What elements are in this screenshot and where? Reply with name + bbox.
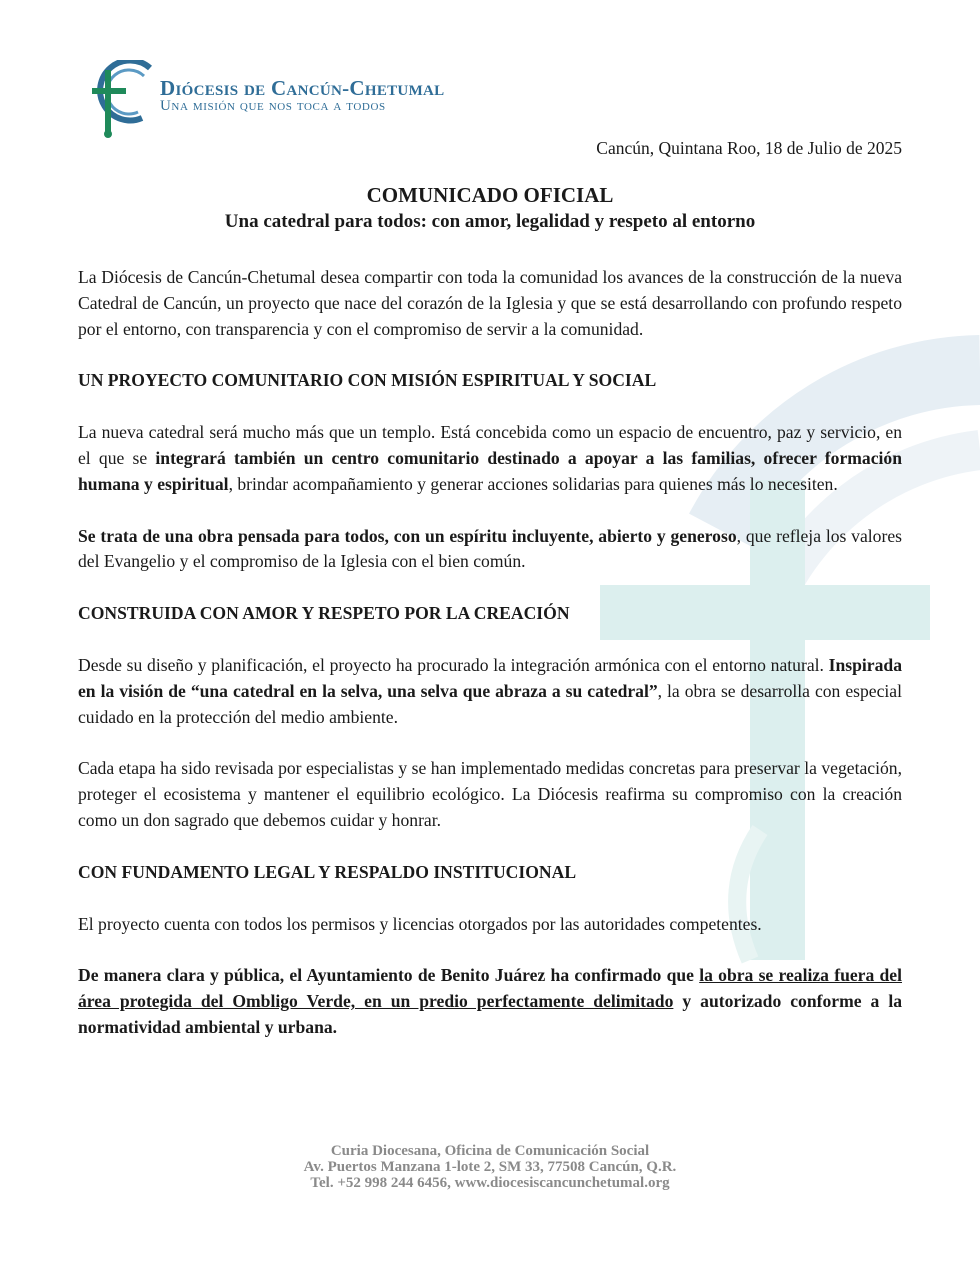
section-heading: CONSTRUIDA CON AMOR Y RESPETO POR LA CREACIÓN [78,603,570,624]
body-paragraph [78,420,902,497]
footer-office: Curia Diocesana, Oficina de Comunicación Social [330,1143,650,1159]
org-motto: Una misión que nos toca a todos [160,98,386,114]
body-paragraph: El proyecto cuenta con todos los permisos y licencias otorgados por las autoridades competentes. [78,913,762,934]
document-subtitle: Una catedral para todos: con amor, legalidad y respeto al entorno [224,211,756,232]
text-span: , que refleja los valores del Evangelio y el compromiso de la Iglesia con el bien común. [78,525,902,572]
text-span: Desde su diseño y planificación, el proyecto ha procurado la integración armónica con el entorno natural. [78,654,829,675]
body-paragraph [78,653,902,730]
bold-span: De manera clara y pública, el Ayuntamiento de Benito Juárez ha confirmado que [78,965,700,986]
section-heading: CON FUNDAMENTO LEGAL Y RESPALDO INSTITUCIONAL [78,861,577,882]
text-span: , brindar acompañamiento y generar acciones solidarias para quienes más lo necesiten. [228,473,838,494]
org-name: Diócesis de Cancún-Chetumal [160,76,445,100]
body-paragraph: Cada etapa ha sido revisada por especialistas y se han implementado medidas concretas para preservar la vegetación, proteger el ecosistema y mantener el equilibrio ecológico. La Diócesis reafirma su compromiso con la creación como un don sagrado que debemos cuidar y honrar. [78,758,902,830]
section-heading: UN PROYECTO COMUNITARIO CON MISIÓN ESPIRITUAL Y SOCIAL [78,370,657,391]
document-date: Cancún, Quintana Roo, 18 de Julio de 2025 [596,138,902,158]
bold-span: Inspirada en la visión de “una catedral en la selva, una selva que abraza a su catedral” [78,654,902,701]
bold-span: Se trata de una obra pensada para todos, con un espíritu incluyente, abierto y generoso [78,525,737,546]
document-body [78,265,902,1067]
body-paragraph [78,524,902,576]
footer-address: Av. Puertos Manzana 1-lote 2, SM 33, 77508 Cancún, Q.R. [303,1159,677,1175]
text-span: , la obra se desarrolla con especial cuidado en la protección del medio ambiente. [78,680,902,727]
underlined-span: la obra se realiza fuera del área protegida del Ombligo Verde, en un predio perfectamente delimitado [78,965,902,1012]
bold-span: integrará también un centro comunitario destinado a apoyar a las familias, ofrecer formación humana y espiritual [78,447,903,494]
body-paragraph [78,963,902,1040]
text-span: La nueva catedral será mucho más que un templo. Está concebida como un espacio de encuentro, paz y servicio, en el que se [78,422,902,468]
diocese-logo-icon [88,60,158,138]
footer-contact: Tel. +52 998 244 6456, www.diocesiscancunchetumal.org [310,1175,670,1191]
intro-paragraph: La Diócesis de Cancún-Chetumal desea compartir con toda la comunidad los avances de la construcción de la nueva Catedral de Cancún, un proyecto que nace del corazón de la Iglesia y que se está desarrollando con profundo respeto por el entorno, con transparencia y con el compromiso de servir a la comunidad. [78,267,902,339]
document-title: COMUNICADO OFICIAL [366,183,614,207]
footer [0,1143,980,1191]
bold-span: y autorizado conforme a la normatividad ambiental y urbana. [78,991,902,1037]
